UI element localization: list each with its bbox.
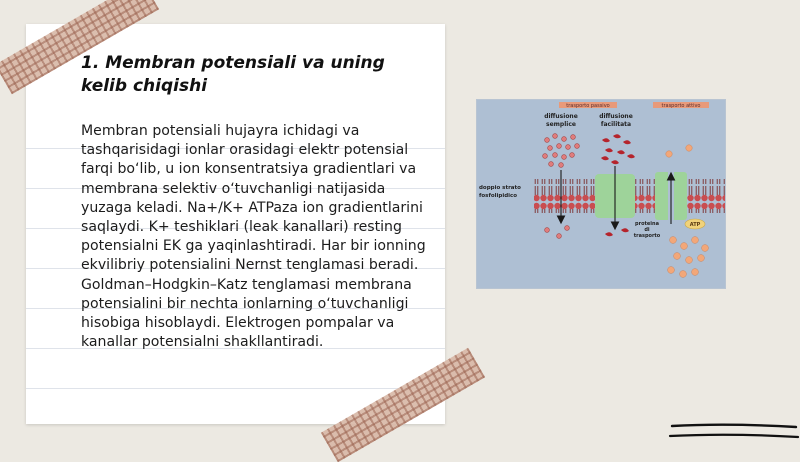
label-bilayer-line2: fosfolipidico: [479, 193, 518, 199]
label-facilitated-diffusion-line1: diffusione: [599, 113, 633, 120]
membrane-transport-figure: [476, 99, 726, 289]
slide-title: 1. Membran potensiali va uning kelib chiqishi: [81, 53, 385, 96]
header-active-label: trasporto attivo: [661, 103, 701, 109]
header-passive-label: trasporto passivo: [566, 103, 610, 109]
membrane-diagram: [477, 100, 725, 288]
atp-label: ATP: [689, 222, 701, 228]
paper-rule: [26, 388, 445, 389]
label-facilitated-diffusion-line2: facilitata: [600, 121, 632, 128]
label-simple-diffusion-line1: diffusione: [544, 113, 578, 120]
label-protein-line2: di: [644, 227, 650, 233]
label-protein-line3: trasporto: [633, 233, 661, 239]
slide-body-text: Membran potensiali hujayra ichidagi va tashqarisidagi ionlar orasidagi elektr potensial farqi bo‘lib, u ion konsentratsiya gradientlari va membrana selektiv o‘tuvchanligi natijasida yuzaga keladi. Na+/K+ ATPaza ion gradientlarini saqlaydi. K+ teshiklari (leak kanallari) resting potensialni EK ga yaqinlashtiradi. Har bir ionning ekvilibriy potensialini Nernst tenglamasi beradi. Goldman–Hodgkin–Katz tenglamasi membrana potensialini bir nechta ionlarning o‘tuvchanligi hisobiga hisoblaydi. Elektrogen pompalar va kanallar potensialni shakllantiradi.: [81, 123, 426, 351]
decorative-double-lines: [668, 418, 800, 450]
label-protein-line1: proteina: [635, 221, 659, 227]
label-simple-diffusion-line2: semplice: [546, 121, 576, 128]
label-bilayer-line1: doppio strato: [479, 185, 521, 191]
